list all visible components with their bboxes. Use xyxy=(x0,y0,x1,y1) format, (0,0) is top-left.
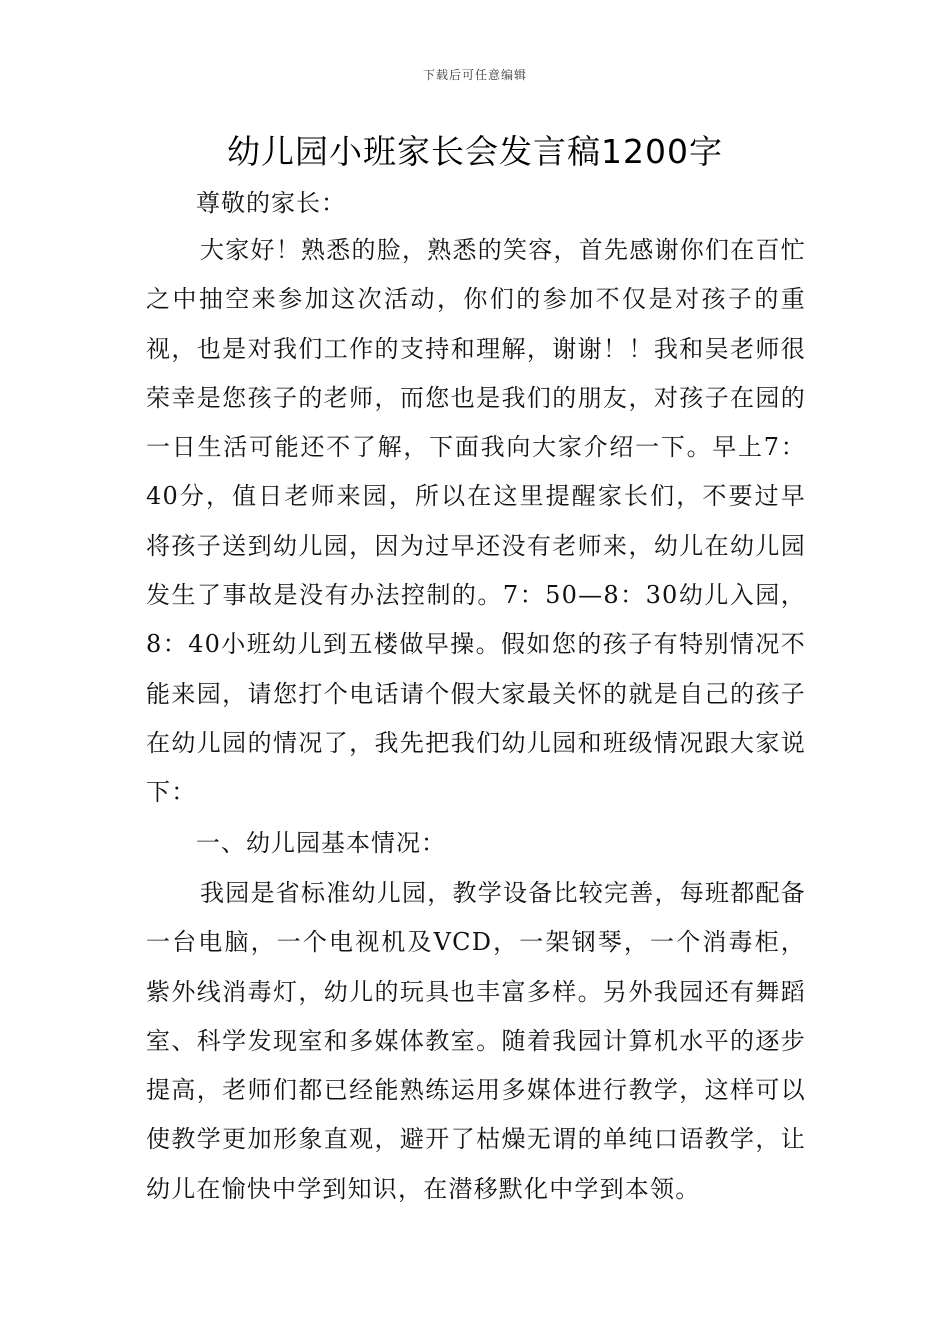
paragraph-introduction: 大家好！熟悉的脸，熟悉的笑容，首先感谢你们在百忙之中抽空来参加这次活动，你们的参加不仅是对孩子的重视，也是对我们工作的支持和理解，谢谢！！我和吴老师很荣幸是您孩子的老师，而您也是我们的朋友，对孩子在园的一日生活可能还不了解，下面我向大家介绍一下。早上7：40分，值日老师来园，所以在这里提醒家长们，不要过早将孩子送到幼儿园，因为过早还没有老师来，幼儿在幼儿园发生了事故是没有办法控制的。7：50—8：30幼儿入园，8：40小班幼儿到五楼做早操。假如您的孩子有特别情况不能来园，请您打个电话请个假大家最关怀的就是自己的孩子在幼儿园的情况了，我先把我们幼儿园和班级情况跟大家说下： xyxy=(146,236,806,807)
header-note: 下载后可任意编辑 xyxy=(422,68,527,82)
section-heading: 一、幼儿园基本情况： xyxy=(196,829,446,857)
paragraph-kindergarten-info: 我园是省标准幼儿园，教学设备比较完善，每班都配备一台电脑，一个电视机及VCD，一架钢琴，一个消毒柜，紫外线消毒灯，幼儿的玩具也丰富多样。另外我园还有舞蹈室、科学发现室和多媒体教室。随着我园计算机水平的逐步提高，老师们都已经能熟练运用多媒体进行教学，这样可以使教学更加形象直观，避开了枯燥无谓的单纯口语教学，让幼儿在愉快中学到知识，在潜移默化中学到本领。 xyxy=(146,879,806,1203)
document-title: 幼儿园小班家长会发言稿1200字 xyxy=(227,132,723,171)
salutation: 尊敬的家长： xyxy=(196,189,346,217)
